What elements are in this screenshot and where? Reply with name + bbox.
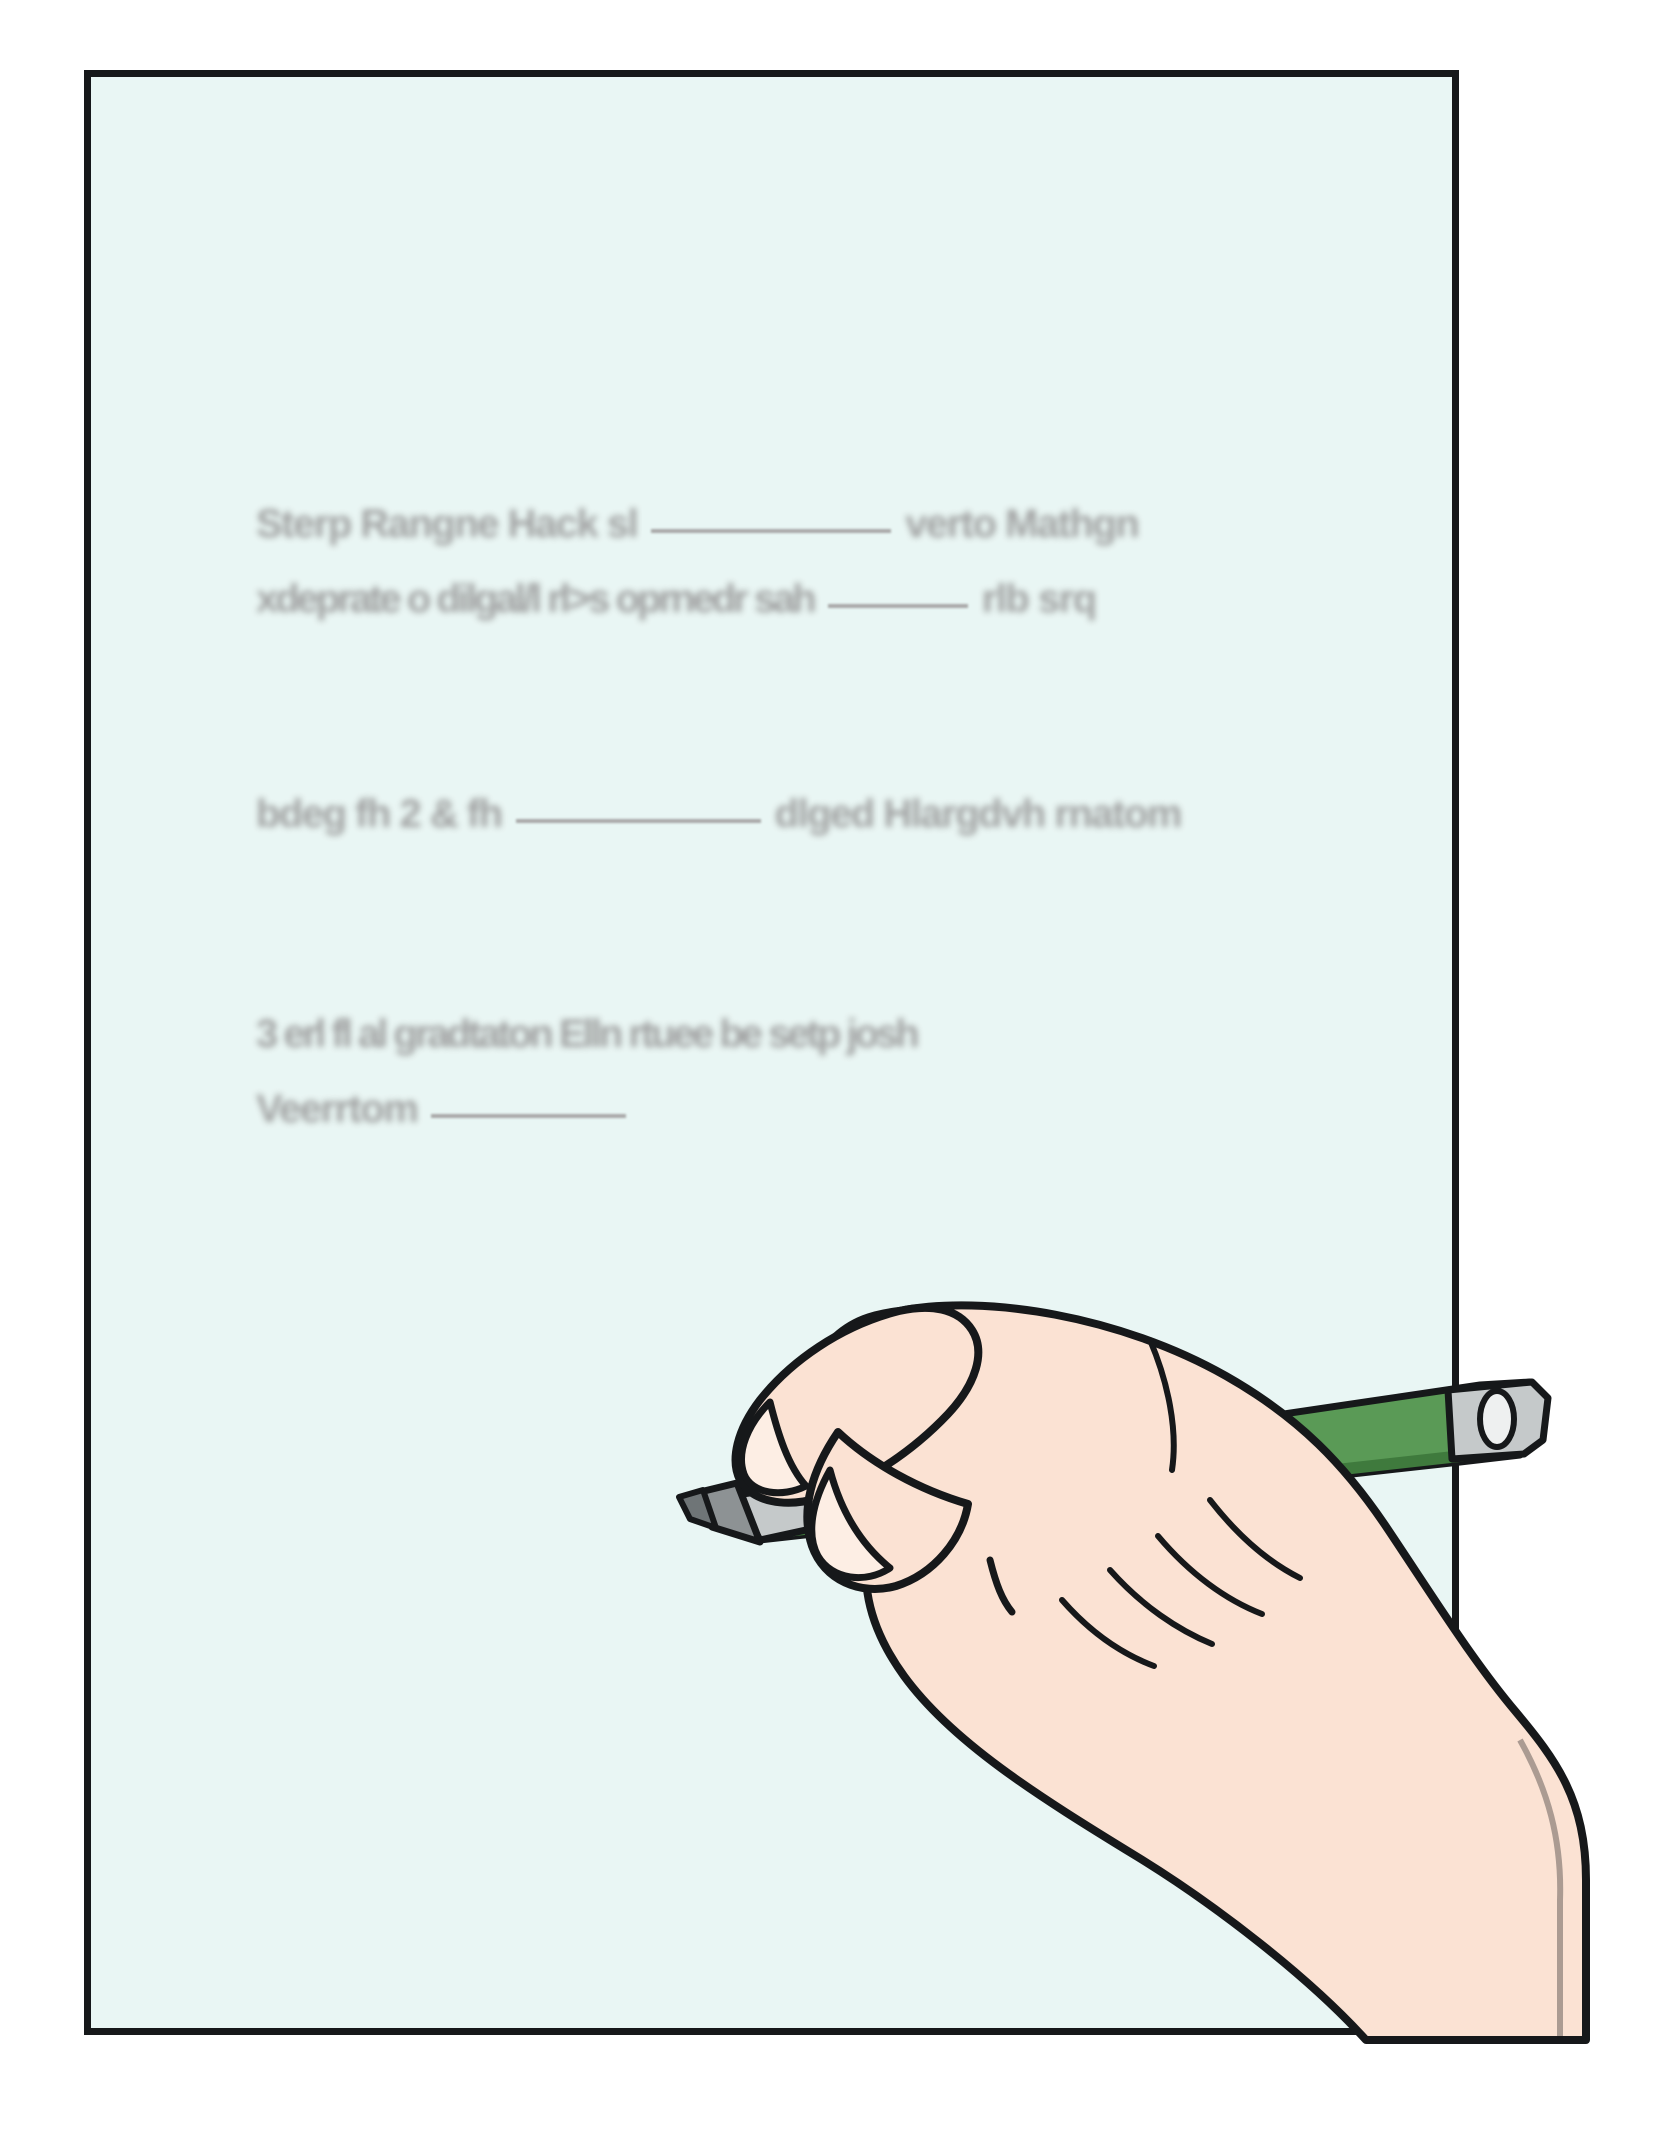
doc-text-after: rlb srq: [981, 577, 1096, 621]
fill-in-blank: [828, 604, 968, 608]
doc-line: [256, 1012, 1452, 1057]
doc-text-before: Veerrtom: [256, 1087, 418, 1131]
paragraph-2: [91, 792, 1452, 867]
doc-text-before: xdeprate o dilgal/l rl>s oprnedr sah: [256, 577, 814, 621]
paragraph-3: [91, 1012, 1452, 1162]
doc-text-after: dlged Hlargdvh rnatom: [774, 792, 1181, 836]
paragraph-1: [91, 502, 1452, 652]
fill-in-blank: [516, 819, 761, 823]
fill-in-blank: [431, 1114, 626, 1118]
doc-text-before: Sterp Rangne Hack sl: [256, 502, 638, 546]
doc-text-before: 3 erl fl al gradtaton Elln rtuee be setp josh: [256, 1012, 917, 1056]
doc-line: [256, 792, 1452, 837]
fill-in-blank: [651, 529, 891, 533]
doc-line: [256, 1087, 1452, 1132]
doc-line: [256, 502, 1452, 547]
doc-line: [256, 577, 1452, 622]
doc-text-before: bdeg fh 2 & fh: [256, 792, 502, 836]
doc-text-after: verto Mathgn: [905, 502, 1139, 546]
paper-sheet: [84, 70, 1459, 2035]
